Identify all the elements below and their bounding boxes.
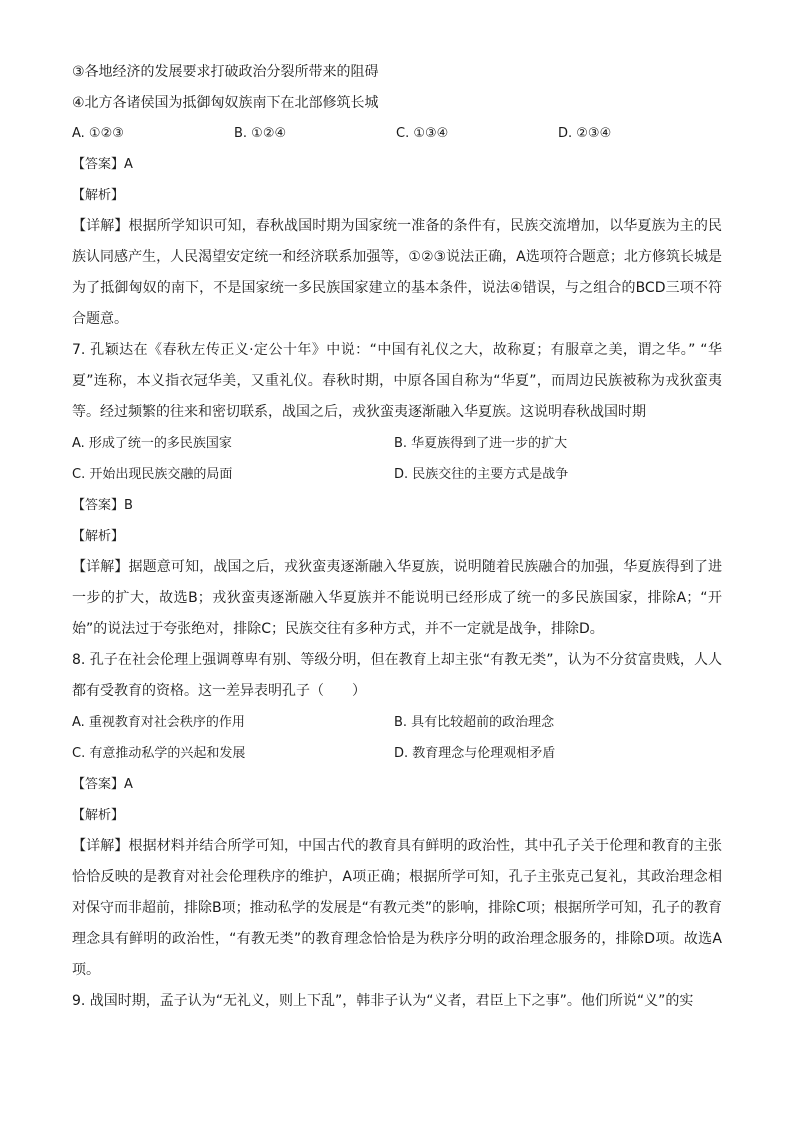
q8-options-row2 xyxy=(72,744,722,764)
q7-options-row2 xyxy=(72,465,722,485)
q6-option-a: A. ①②③ xyxy=(72,126,124,141)
q8-options-row1 xyxy=(72,713,722,733)
q6-options xyxy=(72,124,722,144)
q8-answer: 【答案】A xyxy=(72,777,133,792)
q6-item-3: ③各地经济的发展要求打破政治分裂所带来的阻碍 xyxy=(72,64,379,80)
q7-option-b: B. 华夏族得到了进一步的扩大 xyxy=(394,436,568,451)
q6-option-d: D. ②③④ xyxy=(558,126,612,141)
q7-stem: 7. 孔颖达在《春秋左传正义·定公十年》中说：“中国有礼仪之大，故称夏；有服章之美，谓之华。” “华夏”连称，本义指衣冠华美，又重礼仪。春秋时期，中原各国自称为“华夏”，而周边民族被称为戎狄蛮夷等。经过频繁的往来和密切联系，战国之后，戎狄蛮夷逐渐融入华夏族。这说明春秋战国时期 xyxy=(72,342,722,420)
q8-stem: 8. 孔子在社会伦理上强调尊卑有别、等级分明，但在教育上却主张“有教无类”，认为不分贫富贵贱，人人都有受教育的资格。这一差异表明孔子（ ） xyxy=(72,652,722,699)
q7-option-a: A. 形成了统一的多民族国家 xyxy=(72,436,232,451)
q7-options-row1 xyxy=(72,434,722,454)
q6-option-c: C. ①③④ xyxy=(396,126,449,141)
q6-analysis-label: 【解析】 xyxy=(72,188,125,203)
q8-option-a: A. 重视教育对社会秩序的作用 xyxy=(72,715,245,730)
q6-option-b: B. ①②④ xyxy=(234,126,287,141)
q7-option-d: D. 民族交往的主要方式是战争 xyxy=(394,467,569,482)
q8-option-d: D. 教育理念与伦理观相矛盾 xyxy=(394,746,556,761)
q9-stem: 9. 战国时期，孟子认为“无礼义，则上下乱”，韩非子认为“义者，君臣上下之事”。他们所说“义”的实 xyxy=(72,993,694,1009)
q6-answer: 【答案】A xyxy=(72,157,133,172)
q6-detail: 【详解】根据所学知识可知，春秋战国时期为国家统一准备的条件有，民族交流增加，以华夏族为主的民族认同感产生，人民渴望安定统一和经济联系加强等，①②③说法正确，A选项符合题意；北方修筑长城是为了抵御匈奴的南下，不是国家统一多民族国家建立的基本条件，说法④错误，与之组合的BCD三项不符合题意。 xyxy=(72,218,722,327)
q7-answer: 【答案】B xyxy=(72,498,133,513)
q7-option-c: C. 开始出现民族交融的局面 xyxy=(72,467,233,482)
q7-detail: 【详解】据题意可知，战国之后，戎狄蛮夷逐渐融入华夏族，说明随着民族融合的加强，华夏族得到了进一步的扩大，故选B；戎狄蛮夷逐渐融入华夏族并不能说明已经形成了统一的多民族国家，排除A；“开始”的说法过于夸张绝对，排除C；民族交往有多种方式，并不一定就是战争，排除D。 xyxy=(72,559,722,637)
q8-option-b: B. 具有比较超前的政治理念 xyxy=(394,715,555,730)
q8-detail: 【详解】根据材料并结合所学可知，中国古代的教育具有鲜明的政治性，其中孔子关于伦理和教育的主张恰恰反映的是教育对社会伦理秩序的维护，A项正确；根据所学可知，孔子主张克己复礼，其政治理念相对保守而非超前，排除B项；推动私学的发展是“有教元类”的影响，排除C项；根据所学可知，孔子的教育理念具有鲜明的政治性，“有教无类”的教育理念恰恰是为秩序分明的政治理念服务的，排除D项。故选A项。 xyxy=(72,838,722,978)
q7-analysis-label: 【解析】 xyxy=(72,529,125,544)
q6-item-4: ④北方各诸侯国为抵御匈奴族南下在北部修筑长城 xyxy=(72,95,379,111)
q8-option-c: C. 有意推动私学的兴起和发展 xyxy=(72,746,246,761)
q8-analysis-label: 【解析】 xyxy=(72,808,125,823)
document-page xyxy=(72,62,722,1023)
